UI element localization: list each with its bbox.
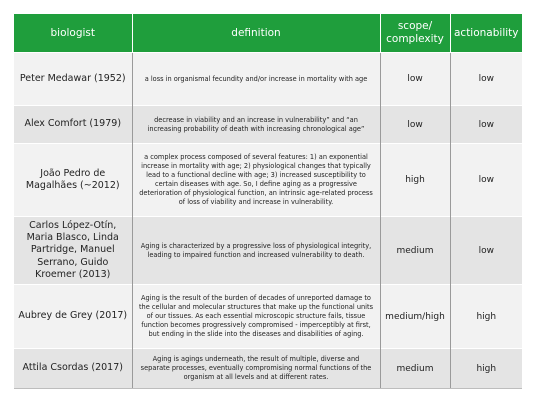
table-row	[14, 285, 522, 349]
biologist-cell: Alex Comfort (1979)	[14, 106, 132, 144]
definition-cell: a complex process composed of several features: 1) an exponential increase in mortality with age; 2) physiological changes that typically lead to a functional decline with age; 3) increased susceptibility to certain diseases with age. So, I define aging as a progressive deterioration of physiological function, an intrinsic age-related process of loss of viability and increase in vulnerability.	[132, 144, 380, 217]
biologist-cell: Attila Csordas (2017)	[14, 349, 132, 389]
scope-cell: medium	[380, 349, 450, 389]
actionability-cell: low	[450, 106, 522, 144]
definition-cell: decrease in viability and an increase in vulnerability” and “an increasing probability of death with increasing chronological age”	[132, 106, 380, 144]
scope-cell: low	[380, 53, 450, 106]
actionability-cell: low	[450, 144, 522, 217]
aging-definitions-table	[14, 14, 522, 389]
biologist-cell: João Pedro de Magalhães (~2012)	[14, 144, 132, 217]
table-row	[14, 106, 522, 144]
header-actionability: actionability	[450, 14, 522, 53]
table-row	[14, 349, 522, 389]
table-row	[14, 53, 522, 106]
definition-cell: Aging is the result of the burden of decades of unreported damage to the cellular and molecular structures that make up the functional units of our tissues. As each essential microscopic structure fails, tissue function becomes progressively compromised - imperceptibly at first, but ending in the slide into the diseases and disabilities of aging.	[132, 285, 380, 349]
header-row	[14, 14, 522, 53]
header-scope-complexity: scope/ complexity	[380, 14, 450, 53]
actionability-cell: high	[450, 349, 522, 389]
header-definition: definition	[132, 14, 380, 53]
biologist-cell: Aubrey de Grey (2017)	[14, 285, 132, 349]
actionability-cell: high	[450, 285, 522, 349]
actionability-cell: low	[450, 53, 522, 106]
scope-cell: medium/high	[380, 285, 450, 349]
scope-cell: medium	[380, 217, 450, 285]
table-row	[14, 144, 522, 217]
header-biologist: biologist	[14, 14, 132, 53]
biologist-cell: Carlos López-Otín, Maria Blasco, Linda Partridge, Manuel Serrano, Guido Kroemer (2013)	[14, 217, 132, 285]
definition-cell: Aging is characterized by a progressive loss of physiological integrity, leading to impaired function and increased vulnerability to death.	[132, 217, 380, 285]
biologist-cell: Peter Medawar (1952)	[14, 53, 132, 106]
definition-cell: a loss in organismal fecundity and/or increase in mortality with age	[132, 53, 380, 106]
actionability-cell: low	[450, 217, 522, 285]
table-row	[14, 217, 522, 285]
scope-cell: high	[380, 144, 450, 217]
scope-cell: low	[380, 106, 450, 144]
definition-cell: Aging is agings underneath, the result of multiple, diverse and separate processes, eventually compromising normal functions of the organism at all levels and at different rates.	[132, 349, 380, 389]
